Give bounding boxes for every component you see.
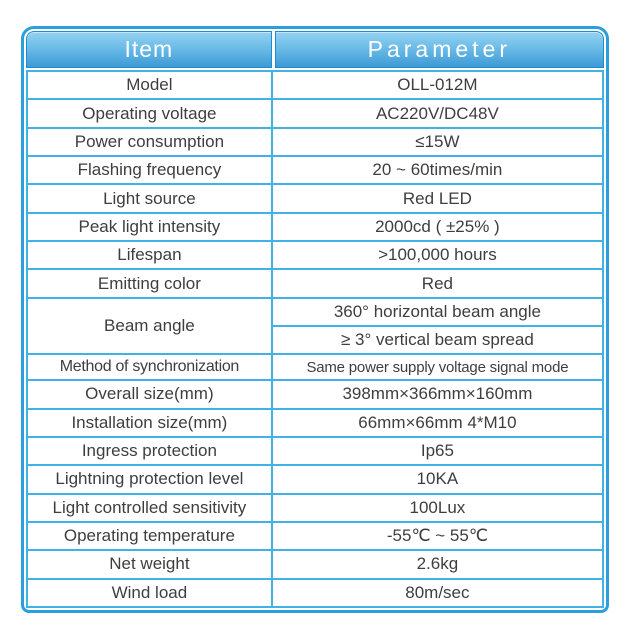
header-parameter-label: Parameter: [367, 36, 511, 62]
item-cell: Light controlled sensitivity: [27, 494, 272, 522]
table-row: [27, 241, 603, 269]
header-cell-parameter: [275, 31, 604, 68]
table-row: [27, 213, 603, 241]
param-cell: 2000cd ( ±25% ): [272, 213, 603, 241]
header-item-label: Item: [124, 36, 174, 62]
param-cell: 66mm×66mm 4*M10: [272, 409, 603, 437]
table-row: [27, 184, 603, 212]
table-row: [27, 269, 603, 297]
spec-table-body: [26, 70, 604, 608]
table-row: [27, 380, 603, 408]
item-cell: Flashing frequency: [27, 156, 272, 184]
table-row: [27, 71, 603, 99]
item-cell: Installation size(mm): [27, 409, 272, 437]
item-cell: Net weight: [27, 550, 272, 578]
param-cell: -55℃ ~ 55℃: [272, 522, 603, 550]
param-cell: OLL-012M: [272, 71, 603, 99]
param-cell: Red LED: [272, 184, 603, 212]
table-row: [27, 465, 603, 493]
item-cell: Power consumption: [27, 128, 272, 156]
table-row: [27, 494, 603, 522]
param-cell: Ip65: [272, 437, 603, 465]
table-row: [27, 579, 603, 607]
item-cell: Model: [27, 71, 272, 99]
param-cell: Red: [272, 269, 603, 297]
item-cell: Lightning protection level: [27, 465, 272, 493]
table-row: [27, 550, 603, 578]
param-cell: 2.6kg: [272, 550, 603, 578]
item-cell: Emitting color: [27, 269, 272, 297]
item-cell: Wind load: [27, 579, 272, 607]
param-cell: 398mm×366mm×160mm: [272, 380, 603, 408]
item-cell: Operating voltage: [27, 99, 272, 127]
table-row: [27, 437, 603, 465]
param-cell: 20 ~ 60times/min: [272, 156, 603, 184]
item-cell: Beam angle: [27, 298, 272, 355]
table-row: [27, 128, 603, 156]
table-row-beam-angle: [27, 298, 603, 326]
param-cell: AC220V/DC48V: [272, 99, 603, 127]
table-header-row: [26, 31, 604, 68]
item-cell: Lifespan: [27, 241, 272, 269]
item-cell: Method of synchronization: [27, 354, 272, 380]
item-cell: Peak light intensity: [27, 213, 272, 241]
param-cell: 100Lux: [272, 494, 603, 522]
param-cell-beam-bottom: ≥ 3° vertical beam spread: [272, 326, 603, 354]
table-row: [27, 354, 603, 380]
item-cell: Ingress protection: [27, 437, 272, 465]
item-cell: Operating temperature: [27, 522, 272, 550]
param-cell: 80m/sec: [272, 579, 603, 607]
param-cell: >100,000 hours: [272, 241, 603, 269]
table-row: [27, 156, 603, 184]
param-cell: Same power supply voltage signal mode: [272, 354, 603, 380]
table-row: [27, 409, 603, 437]
table-row: [27, 522, 603, 550]
param-cell-beam-top: 360° horizontal beam angle: [272, 298, 603, 326]
param-cell: 10KA: [272, 465, 603, 493]
item-cell: Overall size(mm): [27, 380, 272, 408]
param-cell: ≤15W: [272, 128, 603, 156]
item-cell: Light source: [27, 184, 272, 212]
spec-table: [21, 26, 609, 613]
header-cell-item: [26, 31, 272, 68]
table-row: [27, 99, 603, 127]
